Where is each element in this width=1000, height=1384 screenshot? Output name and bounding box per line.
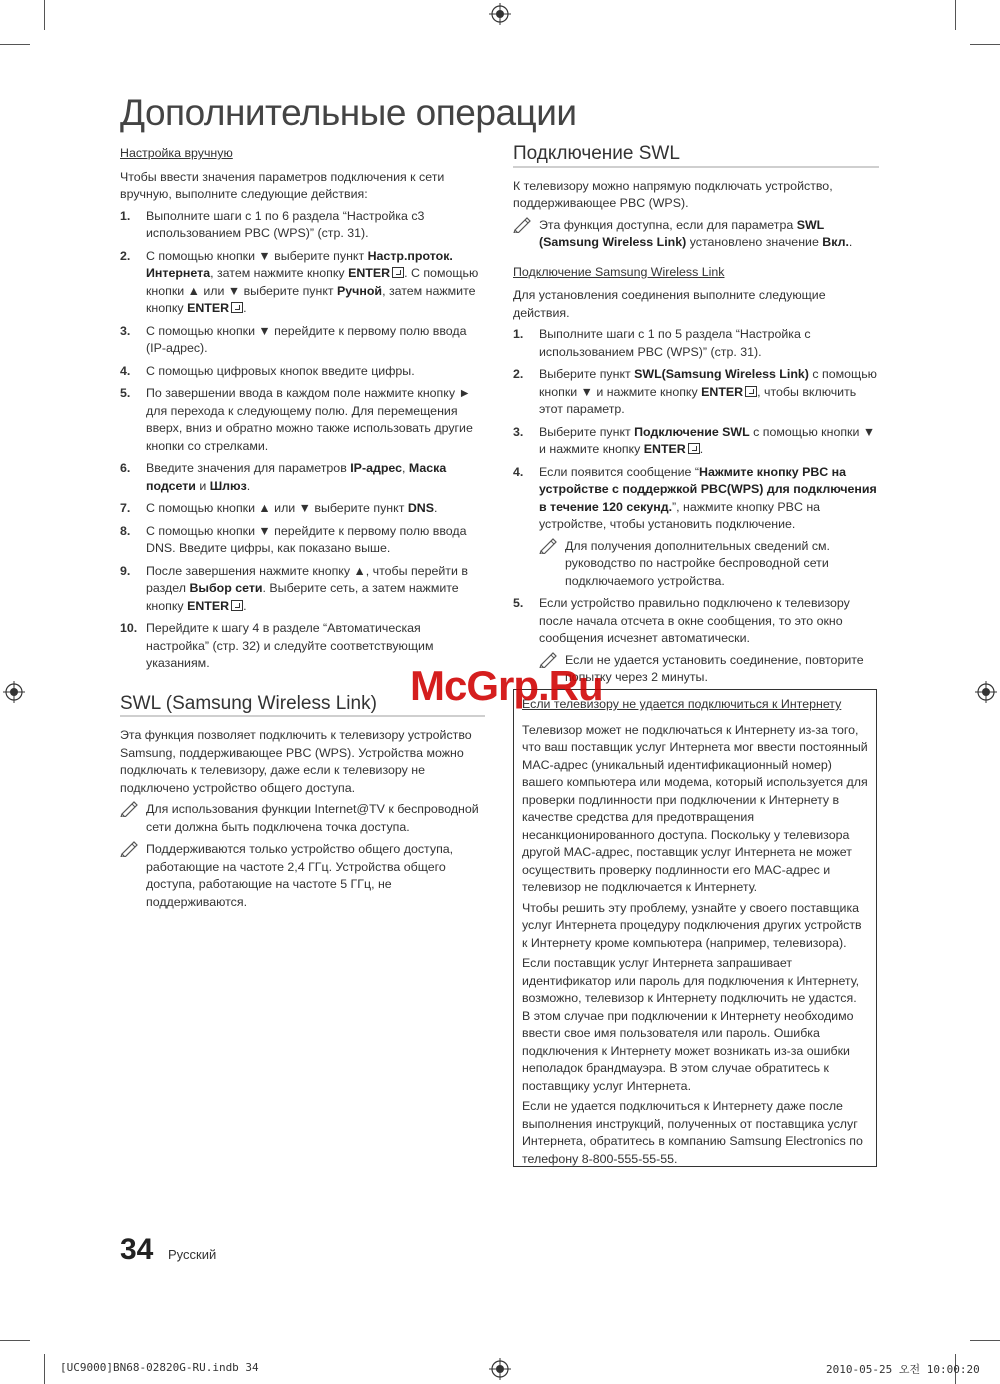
crop-mark	[970, 44, 1000, 45]
swl-section-heading: SWL (Samsung Wireless Link)	[120, 695, 485, 718]
print-slug-date: 2010-05-25 오전 10:00:20	[826, 1363, 980, 1376]
manual-step: 10. Перейдите к шагу 4 в разделе “Автоматическая настройка” (стр. 32) и следуйте соответствующим указаниям.	[120, 621, 434, 670]
wireless-link-intro: Для установления соединения выполните следующие действия.	[513, 288, 826, 320]
manual-step: 3. С помощью кнопки ▼ перейдите к первому полю ввода (IP-адрес).	[120, 323, 467, 355]
note-pencil-icon	[120, 839, 140, 857]
troubleshoot-paragraph: Чтобы решить эту проблему, узнайте у своего поставщика услуг Интернета процедуру подключения других устройств к Интернету кроме компьютера (например, телевизора).	[522, 900, 862, 950]
right-column	[513, 145, 879, 692]
troubleshoot-box	[513, 689, 877, 1167]
manual-step: 2. С помощью кнопки ▼ выберите пункт Настр.проток. Интернета, затем нажмите кнопку ENTER . С помощью кнопки ▲ или ▼ выберите пункт Ручной, затем нажмите кнопку ENTER .	[120, 248, 479, 315]
print-slug-file: [UC9000]BN68-02820G-RU.indb 34	[60, 1361, 259, 1374]
link-step: 5. Если устройство правильно подключено к телевизору после начала отсчета в окне сообщения, то это окно сообщения исчезнет автоматически. Если не удается установить соединение, повторите попытку через 2 минуты.	[513, 595, 879, 687]
crop-mark	[0, 1340, 30, 1341]
link-step: 2. Выберите пункт SWL(Samsung Wireless Link) с помощью кнопки ▼ и нажмите кнопку ENTER , чтобы включить этот параметр.	[513, 367, 877, 416]
manual-step: 1. Выполните шаги с 1 по 6 раздела “Настройка с3 использованием PBC (WPS)” (стр. 31).	[120, 208, 425, 240]
enter-icon	[392, 267, 404, 278]
troubleshoot-paragraph: Если не удается подключиться к Интернету даже после выполнения инструкций, полученных от поставщика услуг Интернета, обратитесь в компанию Samsung Electronics по телефону 8-800-555-55-55.	[522, 1099, 863, 1166]
swl-connection-intro: К телевизору можно напрямую подключать устройство, поддерживающее PBC (WPS).	[513, 178, 833, 210]
note-pencil-icon	[539, 536, 559, 554]
note-pencil-icon	[513, 215, 533, 233]
enter-icon	[231, 302, 243, 313]
registration-mark-icon	[3, 681, 25, 703]
enter-icon	[688, 443, 700, 454]
swl-intro: Эта функция позволяет подключить к телевизору устройство Samsung, поддерживающее PBC (WPS). Устройства можно подключать к телевизору, даже если к телевизору не подключено устройство общего доступа.	[120, 728, 472, 795]
note-pencil-icon	[120, 799, 140, 817]
crop-mark	[44, 1354, 45, 1384]
troubleshoot-paragraph: Если поставщик услуг Интернета запрашивает идентификатор или пароль для подключения к Интернету, возможно, телевизор к Интернету подключить не удастся. В этом случае при подключении к Интернету необходимо ввести свое имя пользователя или пароль. Ошибка подключения к Интернету может возникать из-за ошибки неполадок брандмауэра. В этом случае обратитесь к поставщику услуг Интернета.	[522, 956, 860, 1093]
manual-step: 5. По завершении ввода в каждом поле нажмите кнопку ► для перехода к следующему полю. Для перемещения вверх, вниз и обратно можно также использовать другие кнопки со стрелками.	[120, 386, 473, 453]
note: Если не удается установить соединение, повторите попытку через 2 минуты.	[539, 652, 879, 687]
registration-mark-icon	[975, 681, 997, 703]
link-step: 1. Выполните шаги с 1 по 5 раздела “Настройка с использованием PBC (WPS)” (стр. 31).	[513, 327, 811, 359]
manual-step: 7. С помощью кнопки ▲ или ▼ выберите пункт DNS.	[120, 501, 438, 515]
troubleshoot-title: Если телевизору не удается подключиться к Интернету	[522, 697, 842, 711]
note: Для получения дополнительных сведений см. руководство по настройке беспроводной сети подключаемого устройства.	[539, 538, 879, 591]
troubleshoot-paragraph: Телевизор может не подключаться к Интернету из-за того, что ваш поставщик услуг Интернета мог ввести постоянный MAC-адрес (уникальный идентификационный номер) вашего компьютера или модема, который используется для проверки подлинности при подключении к Интернету в качестве средства для предотвращения несанкционированного доступа. Поскольку у телевизора другой MAC-адрес, поставщик услуг Интернета не может осуществить проверку подлинности его MAC-адрес и телевизор не подключается к Интернету.	[522, 722, 868, 894]
manual-setup-intro: Чтобы ввести значения параметров подключения к сети вручную, выполните следующие действия:	[120, 169, 445, 201]
crop-mark	[955, 0, 956, 30]
wireless-link-steps	[513, 326, 879, 687]
manual-step: 4. С помощью цифровых кнопок введите цифры.	[120, 363, 415, 378]
registration-mark-icon	[489, 1358, 511, 1380]
manual-step: 9. После завершения нажмите кнопку ▲, чтобы перейти в раздел Выбор сети. Выберите сеть, а затем нажмите кнопку ENTER .	[120, 563, 468, 613]
watermark: McGrp.Ru	[410, 662, 603, 709]
manual-steps-list	[120, 208, 485, 673]
note: Эта функция доступна, если для параметра SWL (Samsung Wireless Link) установлено значение Вкл..	[513, 217, 879, 252]
manual-step: 8. С помощью кнопки ▼ перейдите к первому полю ввода DNS. Введите цифры, как показано выше.	[120, 523, 467, 555]
footer-language: Русский	[168, 1247, 217, 1262]
note: Для использования функции Internet@TV к беспроводной сети должна быть подключена точка доступа.	[120, 801, 485, 836]
manual-setup-heading: Настройка вручную	[120, 146, 233, 160]
registration-mark-icon	[489, 3, 511, 25]
crop-mark	[970, 1340, 1000, 1341]
crop-mark	[0, 44, 30, 45]
left-column	[120, 145, 485, 916]
wireless-link-heading: Подключение Samsung Wireless Link	[513, 264, 725, 279]
link-step: 3. Выберите пункт Подключение SWL с помощью кнопки ▼ и нажмите кнопку ENTER .	[513, 424, 876, 456]
swl-connection-heading: Подключение SWL	[513, 145, 879, 168]
enter-icon	[231, 600, 243, 611]
note: Поддерживаются только устройство общего доступа, работающие на частоте 2,4 ГГц. Устройства общего доступа, работающие на частоте 5 ГГц, не поддерживаются.	[120, 841, 485, 911]
page-number: 34	[120, 1233, 154, 1266]
link-step: 4. Если появится сообщение “Нажмите кнопку PBC на устройстве с поддержкой PBC(WPS) для подключения в течение 120 секунд.”, нажмите кнопку PBC на устройстве, чтобы установить подключение. Для получения дополнительных сведений см. руководство по настройке беспроводной сети подключаемого устройства.	[513, 464, 879, 591]
page-title: Дополнительные операции	[120, 92, 577, 133]
manual-step: 6. Введите значения для параметров IP-адрес, Маска подсети и Шлюз.	[120, 461, 447, 493]
crop-mark	[44, 0, 45, 30]
enter-icon	[745, 386, 757, 397]
